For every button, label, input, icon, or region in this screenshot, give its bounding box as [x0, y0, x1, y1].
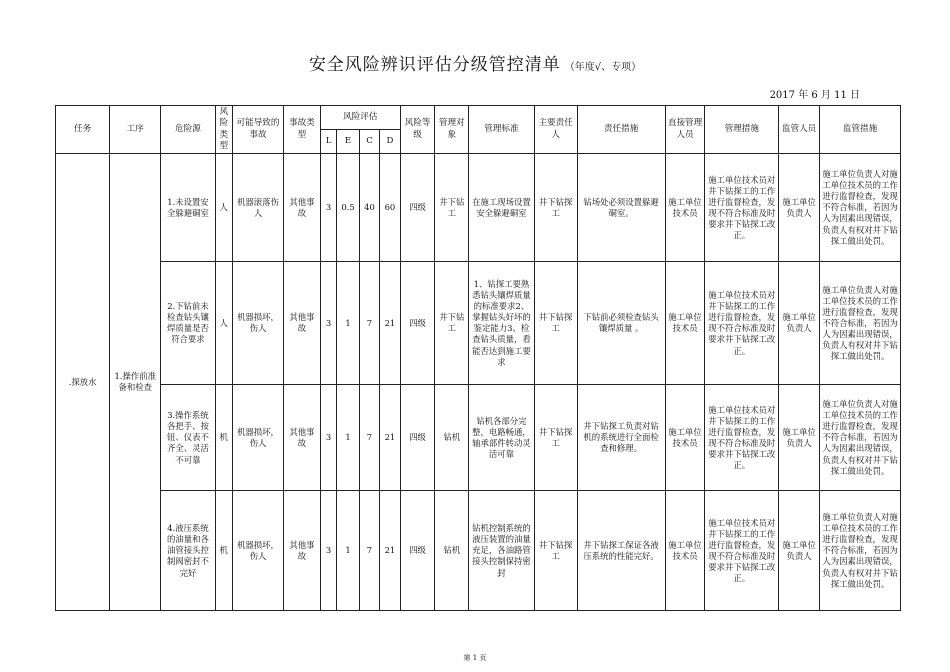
header-manage-standard: 管理标准	[469, 106, 534, 154]
manage-object-cell: 井下钻工	[435, 262, 469, 385]
supervise-measure-cell: 施工单位负责人对施工单位技术员的工作进行监督检查，发现不符合标准，若因为人为因素出现错误，负责人有权对井下钻探工做出处罚。	[820, 385, 901, 491]
risk-control-table	[55, 105, 901, 611]
l-value-cell: 3	[320, 385, 336, 491]
accident-type-cell: 其他事故	[284, 385, 321, 491]
header-D: D	[380, 129, 400, 154]
l-value-cell: 3	[320, 262, 336, 385]
header-accident-type: 事故类型	[284, 106, 321, 154]
header-process: 工序	[110, 106, 161, 154]
direct-manager-cell: 施工单位技术员	[665, 385, 705, 491]
risk-level-cell: 四级	[400, 262, 435, 385]
manage-measure-cell: 施工单位技术员对井下钻探工的工作进行监督检查，发现不符合标准及时要求井下钻探工改正。	[705, 491, 779, 611]
header-hazard: 危险源	[161, 106, 215, 154]
page-number: 第 1 页	[463, 654, 487, 662]
main-responsible-cell: 井下钻探工	[534, 262, 577, 385]
manage-measure-cell: 施工单位技术员对井下钻探工的工作进行监督检查，发现不符合标准及时要求井下钻探工改正。	[705, 154, 779, 262]
c-value-cell: 7	[359, 262, 379, 385]
direct-manager-cell: 施工单位技术员	[665, 491, 705, 611]
hazard-cell: 3.操作系统各把手、按钮、仪表不齐全、灵活不可靠	[161, 385, 215, 491]
header-manage-measures: 管理措施	[705, 106, 779, 154]
e-value-cell: 1	[337, 385, 360, 491]
supervise-measure-cell: 施工单位负责人对施工单位技术员的工作进行监督检查，发现不符合标准，若因为人为因素出现错误，负责人有权对井下钻探工做出处罚。	[820, 154, 901, 262]
risk-level-cell: 四级	[400, 491, 435, 611]
header-supervisor: 监管人员	[779, 106, 820, 154]
l-value-cell: 3	[320, 154, 336, 262]
header-row-1	[56, 106, 901, 130]
direct-manager-cell: 施工单位技术员	[665, 262, 705, 385]
document-date: 2017 年 6 月 11 日	[769, 90, 860, 101]
header-E: E	[337, 129, 360, 154]
hazard-cell: 1.未设置安全躲避硐室	[161, 154, 215, 262]
header-risk-type: 风险类型	[215, 106, 232, 154]
accident-type-cell: 其他事故	[284, 262, 321, 385]
e-value-cell: 0.5	[337, 154, 360, 262]
supervise-measure-cell: 施工单位负责人对施工单位技术员的工作进行监督检查，发现不符合标准，若因为人为因素出现错误，负责人有权对井下钻探工做出处罚。	[820, 262, 901, 385]
e-value-cell: 1	[337, 491, 360, 611]
document-header	[0, 50, 950, 75]
risk-type-cell: 机	[215, 491, 232, 611]
c-value-cell: 40	[359, 154, 379, 262]
process-cell: 1.操作前准备和检查	[110, 154, 161, 611]
supervisor-cell: 施工单位负责人	[779, 385, 820, 491]
possible-accident-cell: 机器损坏，伤人	[232, 262, 283, 385]
main-responsible-cell: 井下钻探工	[534, 491, 577, 611]
manage-measure-cell: 施工单位技术员对井下钻探工的工作进行监督检查，发现不符合标准及时要求井下钻探工改正。	[705, 262, 779, 385]
manage-standard-cell: 钻机控制系统的液压装置的油量充足，各油路管接头控制保持密封	[469, 491, 534, 611]
document-title: 安全风险辨识评估分级管控清单	[308, 55, 561, 75]
hazard-cell: 2.下钻前未检查钻头镶焊质量是否符合要求	[161, 262, 215, 385]
table-row	[56, 385, 901, 491]
header-possible-accident: 可能导致的事故	[232, 106, 283, 154]
hazard-cell: 4.液压系统的油量和各油管接头控制阀密封不完好	[161, 491, 215, 611]
manage-object-cell: 井下钻工	[435, 154, 469, 262]
c-value-cell: 7	[359, 491, 379, 611]
risk-type-cell: 机	[215, 385, 232, 491]
d-value-cell: 60	[380, 154, 400, 262]
main-responsible-cell: 井下钻探工	[534, 385, 577, 491]
d-value-cell: 21	[380, 491, 400, 611]
manage-measure-cell: 施工单位技术员对井下钻探工的工作进行监督检查，发现不符合标准及时要求井下钻探工改正。	[705, 385, 779, 491]
risk-type-cell: 人	[215, 262, 232, 385]
accident-type-cell: 其他事故	[284, 491, 321, 611]
manage-standard-cell: 在施工现场设置安全躲避硐室	[469, 154, 534, 262]
table-row	[56, 262, 901, 385]
accident-type-cell: 其他事故	[284, 154, 321, 262]
resp-measure-cell: 井下钻探工负责对钻机的系统进行全面检查和修理。	[577, 385, 665, 491]
header-task: 任务	[56, 106, 110, 154]
header-supervise-measures: 监管措施	[820, 106, 901, 154]
manage-object-cell: 钻机	[435, 491, 469, 611]
resp-measure-cell: 井下钻探工保证各液压系统的性能完好。	[577, 491, 665, 611]
table-row	[56, 491, 901, 611]
header-C: C	[359, 129, 379, 154]
supervisor-cell: 施工单位负责人	[779, 491, 820, 611]
e-value-cell: 1	[337, 262, 360, 385]
d-value-cell: 21	[380, 262, 400, 385]
possible-accident-cell: 机器滚落伤人	[232, 154, 283, 262]
c-value-cell: 7	[359, 385, 379, 491]
risk-level-cell: 四级	[400, 385, 435, 491]
possible-accident-cell: 机器损坏，伤人	[232, 385, 283, 491]
header-manage-object: 管理对象	[435, 106, 469, 154]
header-L: L	[320, 129, 336, 154]
header-direct-manager: 直接管理人员	[665, 106, 705, 154]
task-cell: .探放水	[56, 154, 110, 611]
risk-type-cell: 人	[215, 154, 232, 262]
supervise-measure-cell: 施工单位负责人对施工单位技术员的工作进行监督检查，发现不符合标准，若因为人为因素出现错误，负责人有权对井下钻探工做出处罚。	[820, 491, 901, 611]
l-value-cell: 3	[320, 491, 336, 611]
possible-accident-cell: 机器损坏，伤人	[232, 491, 283, 611]
table-row	[56, 154, 901, 262]
main-responsible-cell: 井下钻探工	[534, 154, 577, 262]
supervisor-cell: 施工单位负责人	[779, 262, 820, 385]
header-risk-level: 风险等级	[400, 106, 435, 154]
resp-measure-cell: 下钻前必须检查钻头镶焊质量 。	[577, 262, 665, 385]
supervisor-cell: 施工单位负责人	[779, 154, 820, 262]
manage-standard-cell: 钻机各部分完整，电路畅通，轴承部件转动灵活可靠	[469, 385, 534, 491]
header-resp-measures: 责任措施	[577, 106, 665, 154]
header-risk-eval: 风险评估	[320, 106, 400, 130]
risk-level-cell: 四级	[400, 154, 435, 262]
resp-measure-cell: 钻场处必须设置躲避硐室。	[577, 154, 665, 262]
manage-standard-cell: 1、钻探工要熟悉钻头镶焊质量的标准要求2、掌握钻头好坏的鉴定能力3、检查钻头质量，看能否达到施工要求	[469, 262, 534, 385]
manage-object-cell: 钻机	[435, 385, 469, 491]
direct-manager-cell: 施工单位技术员	[665, 154, 705, 262]
document-subtitle: （年度√、专项）	[564, 62, 642, 73]
header-main-responsible: 主要责任人	[534, 106, 577, 154]
d-value-cell: 21	[380, 385, 400, 491]
